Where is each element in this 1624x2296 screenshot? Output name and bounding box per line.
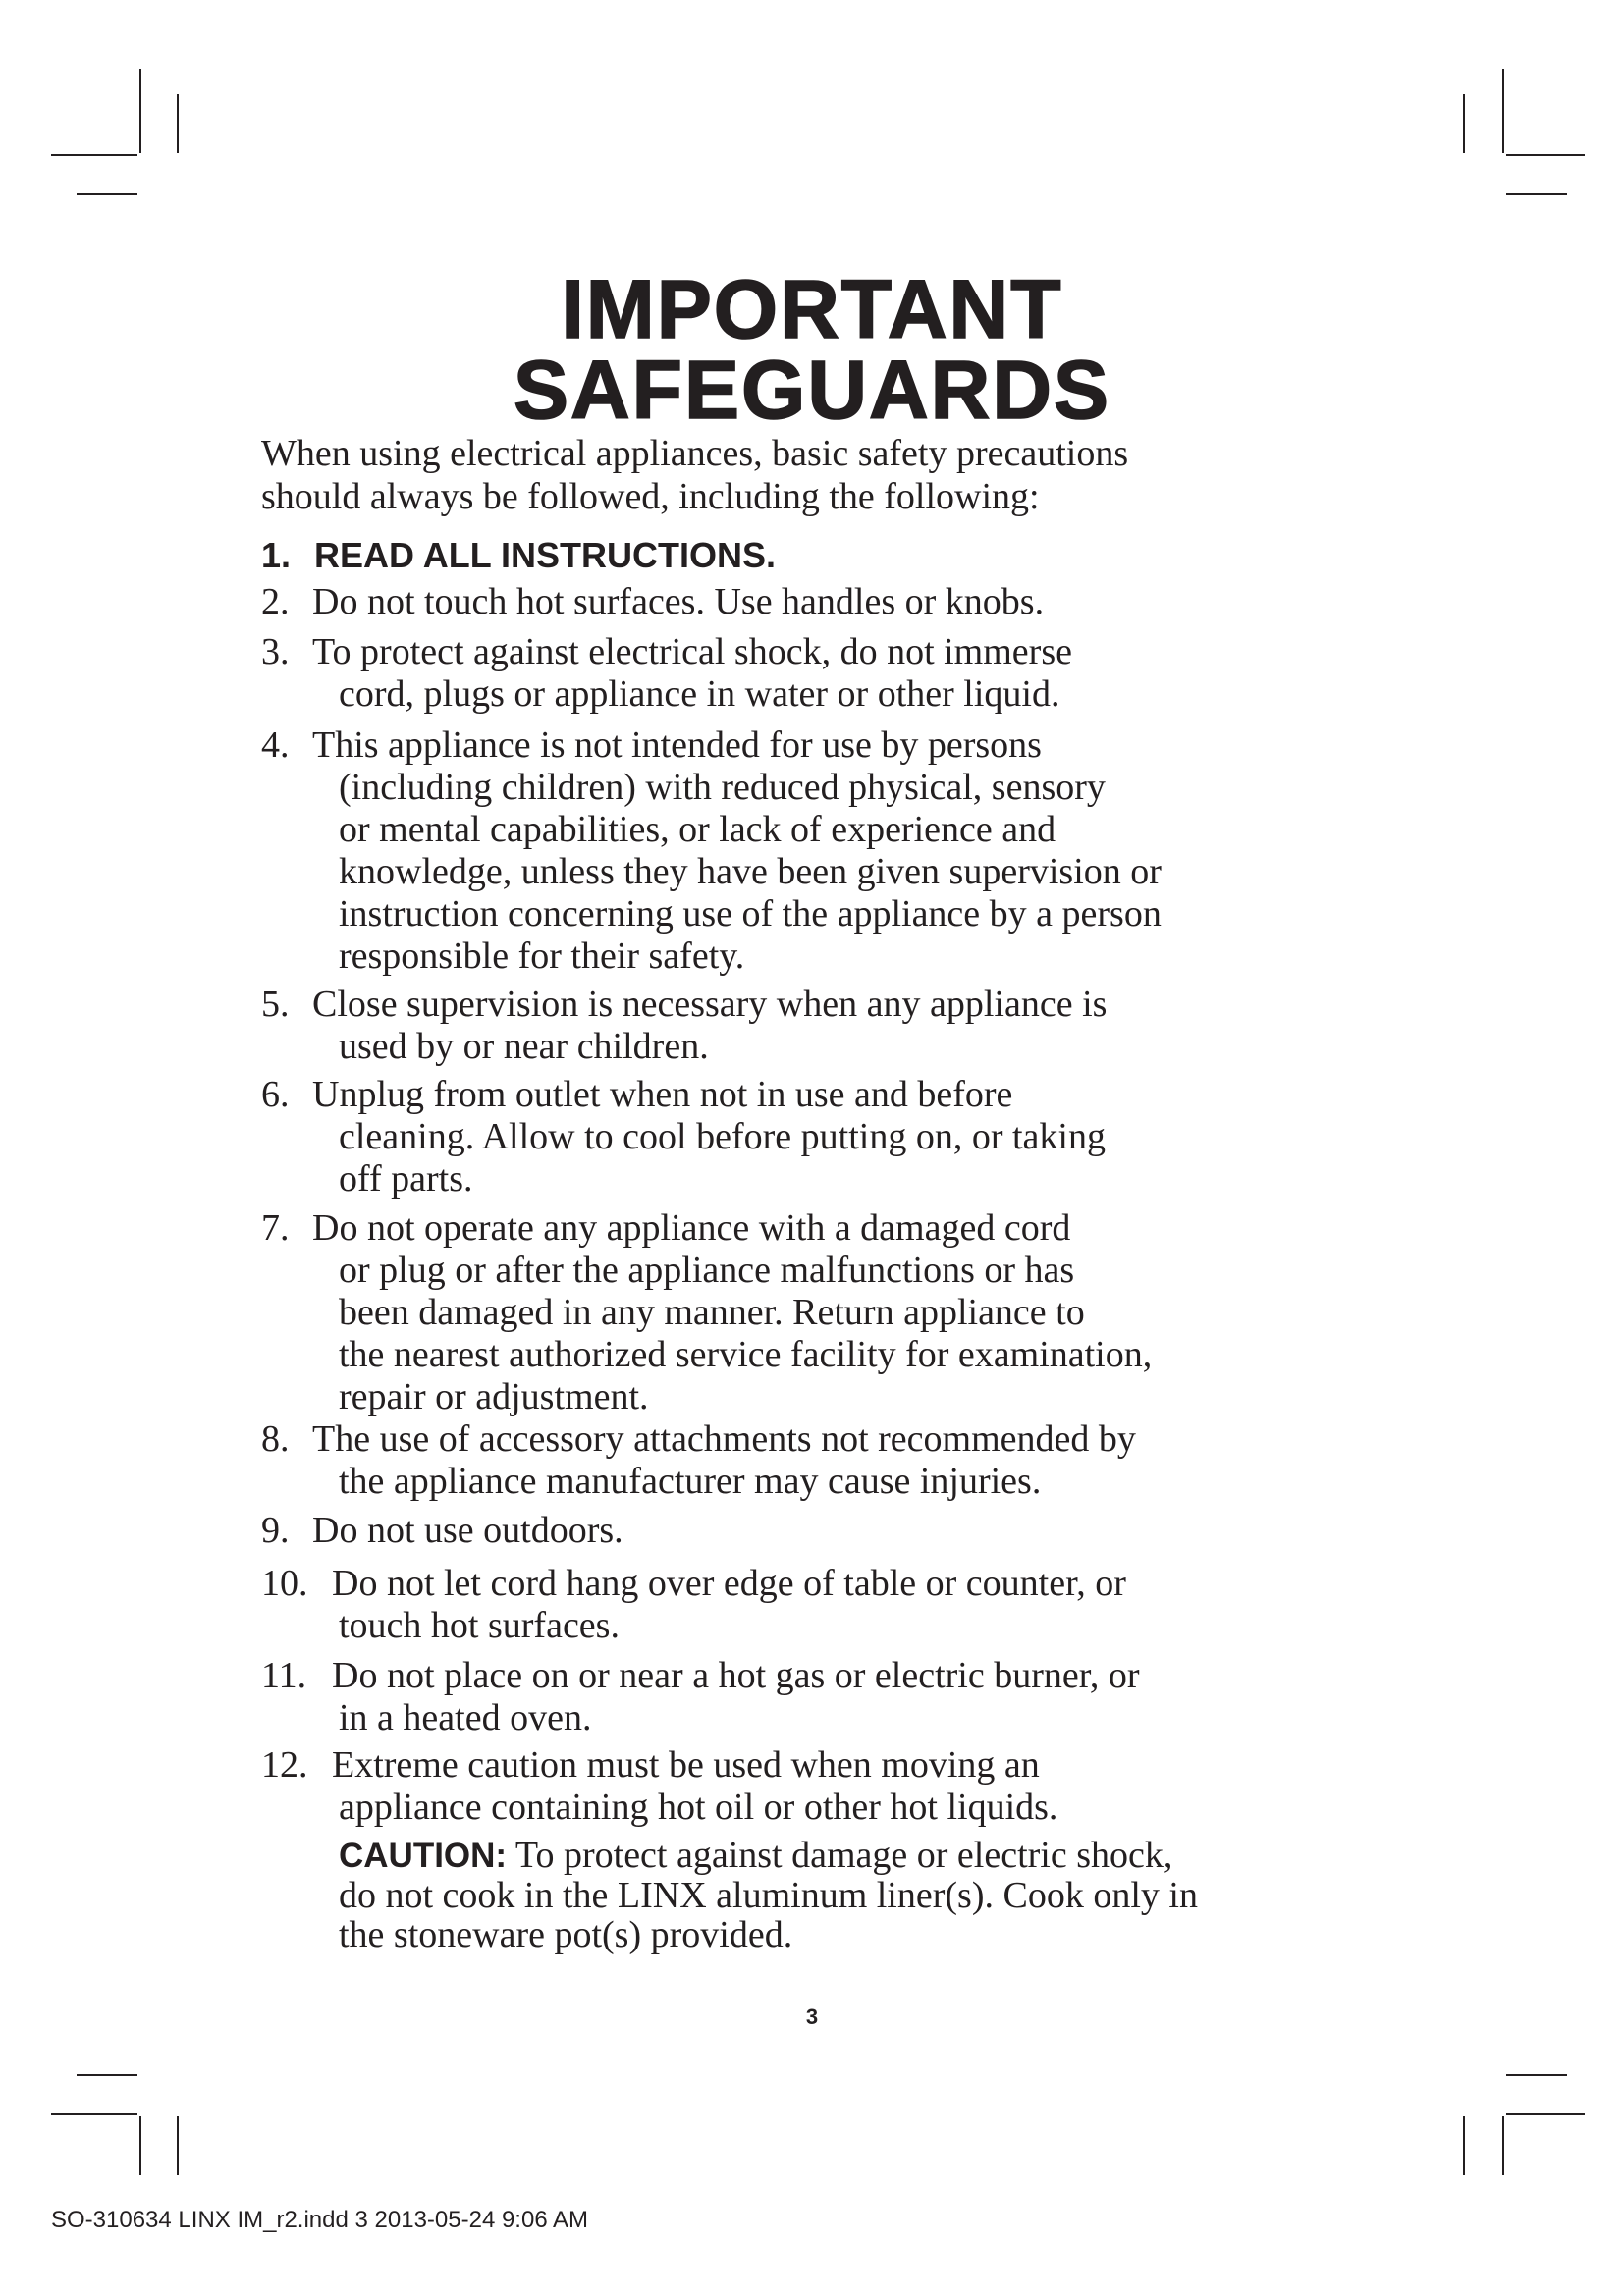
safeguard-item-9 — [261, 1510, 1263, 1552]
intro-line: When using electrical appliances, basic safety precautions — [261, 433, 1129, 474]
item-text: Do not touch hot surfaces. Use handles or knobs. — [312, 581, 1045, 622]
item-text: the nearest authorized service facility for examination, — [339, 1334, 1153, 1375]
crop-mark — [139, 69, 141, 153]
crop-mark — [1506, 193, 1567, 195]
safeguard-item-6 — [261, 1074, 1263, 1201]
item-text: Do not let cord hang over edge of table or counter, or — [332, 1563, 1126, 1604]
caution-line — [339, 1836, 1252, 1876]
item-text: Close supervision is necessary when any appliance is — [312, 984, 1108, 1025]
item-text: knowledge, unless they have been given supervision or — [339, 851, 1162, 892]
item-text: Do not operate any appliance with a damaged cord — [312, 1207, 1071, 1249]
safeguard-item-7 — [261, 1207, 1263, 1418]
item-text: or mental capabilities, or lack of experience and — [339, 809, 1056, 850]
item-text: Do not use outdoors. — [312, 1510, 623, 1551]
item-number: 2. — [261, 581, 290, 622]
item-text: or plug or after the appliance malfunctions or has — [339, 1250, 1075, 1291]
item-text: been damaged in any manner. Return appliance to — [339, 1292, 1085, 1333]
crop-mark — [1506, 2074, 1567, 2076]
caution-note — [339, 1836, 1252, 1954]
caution-line: the stoneware pot(s) provided. — [339, 1914, 793, 1955]
safeguard-item-10 — [261, 1563, 1263, 1647]
safeguard-item-3 — [261, 631, 1263, 716]
safeguard-item-1 — [261, 534, 776, 577]
crop-mark — [1506, 154, 1585, 156]
item-number: 6. — [261, 1074, 290, 1115]
crop-mark — [1502, 69, 1504, 153]
item-text: off parts. — [339, 1158, 473, 1200]
crop-mark — [1502, 2116, 1504, 2175]
print-slug: SO-310634 LINX IM_r2.indd 3 2013-05-24 9:06 AM — [51, 2207, 589, 2233]
item-text: (including children) with reduced physical, sensory — [339, 767, 1106, 808]
item-number: 3. — [261, 631, 290, 672]
page-title-line2: SAFEGUARDS — [513, 344, 1111, 436]
caution-line: do not cook in the LINX aluminum liner(s). Cook only in — [339, 1875, 1198, 1916]
crop-mark — [1506, 2113, 1585, 2115]
caution-text: To protect against damage or electric shock, — [514, 1835, 1173, 1876]
item-text: cord, plugs or appliance in water or other liquid. — [339, 673, 1060, 715]
item-number: 12. — [261, 1744, 308, 1786]
item-text: This appliance is not intended for use by persons — [312, 724, 1042, 766]
intro-paragraph — [261, 432, 1243, 518]
item-text: Do not place on or near a hot gas or electric burner, or — [332, 1655, 1140, 1696]
crop-mark — [51, 2113, 137, 2115]
item-text: The use of accessory attachments not recommended by — [312, 1418, 1136, 1460]
page-title-line1: IMPORTANT — [561, 263, 1063, 355]
crop-mark — [1463, 94, 1465, 153]
item-number: 8. — [261, 1418, 290, 1460]
crop-mark — [1463, 2116, 1465, 2175]
item-text: cleaning. Allow to cool before putting on, or taking — [339, 1116, 1106, 1157]
item-text: repair or adjustment. — [339, 1376, 649, 1417]
safeguard-item-12 — [261, 1744, 1263, 1829]
crop-mark — [139, 2116, 141, 2175]
item-text: READ ALL INSTRUCTIONS. — [314, 535, 777, 575]
item-text: touch hot surfaces. — [339, 1605, 620, 1646]
safeguard-item-8 — [261, 1418, 1263, 1503]
safeguard-item-4 — [261, 724, 1263, 978]
item-text: Unplug from outlet when not in use and before — [312, 1074, 1013, 1115]
item-number: 9. — [261, 1510, 290, 1551]
safeguard-item-2 — [261, 581, 1263, 623]
item-number: 7. — [261, 1207, 290, 1249]
caution-label: CAUTION: — [339, 1837, 508, 1875]
crop-mark — [177, 94, 179, 153]
safeguard-item-5 — [261, 984, 1263, 1068]
item-text: To protect against electrical shock, do not immerse — [312, 631, 1072, 672]
crop-mark — [51, 154, 137, 156]
crop-mark — [177, 2116, 179, 2175]
item-text: in a heated oven. — [339, 1697, 592, 1738]
safeguard-item-11 — [261, 1655, 1263, 1739]
item-number: 10. — [261, 1563, 308, 1604]
crop-mark — [77, 2074, 137, 2076]
intro-line: should always be followed, including the following: — [261, 476, 1040, 517]
item-text: Extreme caution must be used when moving an — [332, 1744, 1040, 1786]
crop-mark — [77, 193, 137, 195]
item-number: 1. — [261, 535, 292, 575]
page-number: 3 — [805, 2004, 819, 2029]
item-number: 11. — [261, 1655, 307, 1696]
item-text: instruction concerning use of the appliance by a person — [339, 893, 1162, 934]
item-text: appliance containing hot oil or other hot liquids. — [339, 1787, 1058, 1828]
item-text: responsible for their safety. — [339, 935, 745, 977]
item-text: the appliance manufacturer may cause injuries. — [339, 1461, 1042, 1502]
item-number: 5. — [261, 984, 290, 1025]
item-text: used by or near children. — [339, 1026, 709, 1067]
item-number: 4. — [261, 724, 290, 766]
